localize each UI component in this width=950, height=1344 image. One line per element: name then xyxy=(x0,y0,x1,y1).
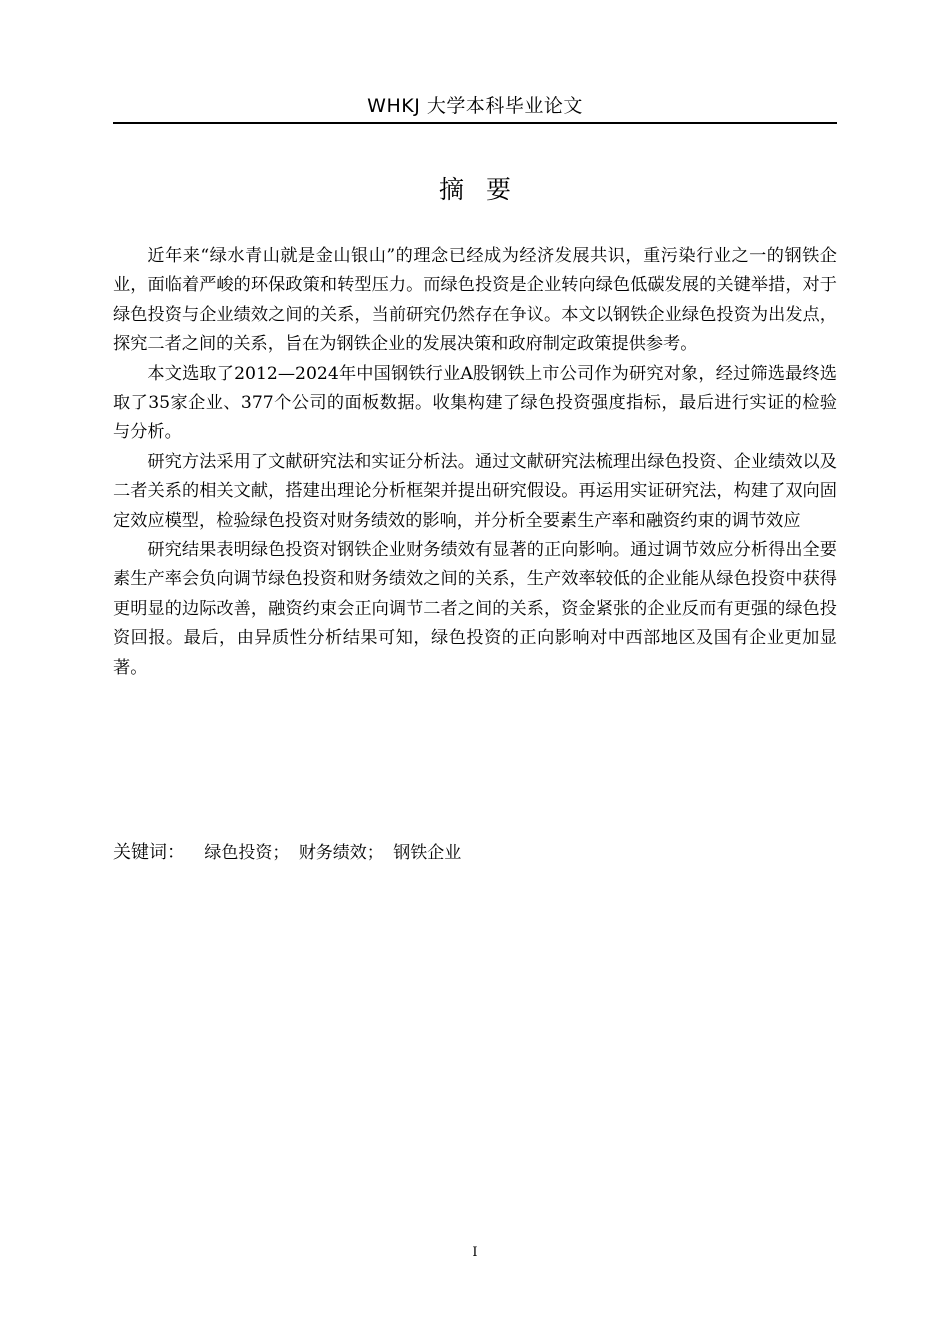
abstract-paragraph-3: 研究方法采用了文献研究法和实证分析法。通过文献研究法梳理出绿色投资、企业绩效以及二者关系的相关文献，搭建出理论分析框架并提出研究假设。再运用实证研究法，构建了双向固定效应模型，检验绿色投资对财务绩效的影响，并分析全要素生产率和融资约束的调节效应 xyxy=(113,451,837,531)
keyword-item: 绿色投资； xyxy=(204,843,290,863)
keywords-label: 关键词： xyxy=(113,842,185,863)
page-header xyxy=(113,94,837,124)
keywords-line xyxy=(113,838,837,868)
keyword-item: 钢铁企业 xyxy=(393,843,462,863)
keyword-item: 财务绩效； xyxy=(298,843,384,863)
page-number: I xyxy=(472,1245,478,1260)
abstract-body xyxy=(113,242,837,683)
abstract-paragraph-4: 研究结果表明绿色投资对钢铁企业财务绩效有显著的正向影响。通过调节效应分析得出全要素生产率会负向调节绿色投资和财务绩效之间的关系，生产效率较低的企业能从绿色投资中获得更明显的边际改善，融资约束会正向调节二者之间的关系，资金紧张的企业反而有更强的绿色投资回报。最后，由异质性分析结果可知，绿色投资的正向影响对中西部地区及国有企业更加显著。 xyxy=(113,540,837,678)
abstract-title: 摘要 xyxy=(438,175,533,204)
abstract-paragraph-1: 近年来“绿水青山就是金山银山”的理念已经成为经济发展共识，重污染行业之一的钢铁企业，面临着严峻的环保政策和转型压力。而绿色投资是企业转向绿色低碳发展的关键举措，对于绿色投资与企业绩效之间的关系，当前研究仍然存在争议。本文以钢铁企业绿色投资为出发点，探究二者之间的关系，旨在为钢铁企业的发展决策和政府制定政策提供参考。 xyxy=(113,246,837,355)
abstract-paragraph-2: 本文选取了2012—2024年中国钢铁行业A股钢铁上市公司作为研究对象，经过筛选最终选取了35家企业、377个公司的面板数据。收集构建了绿色投资强度指标，最后进行实证的检验与分析。 xyxy=(113,363,837,443)
header-title: WHKJ 大学本科毕业论文 xyxy=(367,95,583,117)
